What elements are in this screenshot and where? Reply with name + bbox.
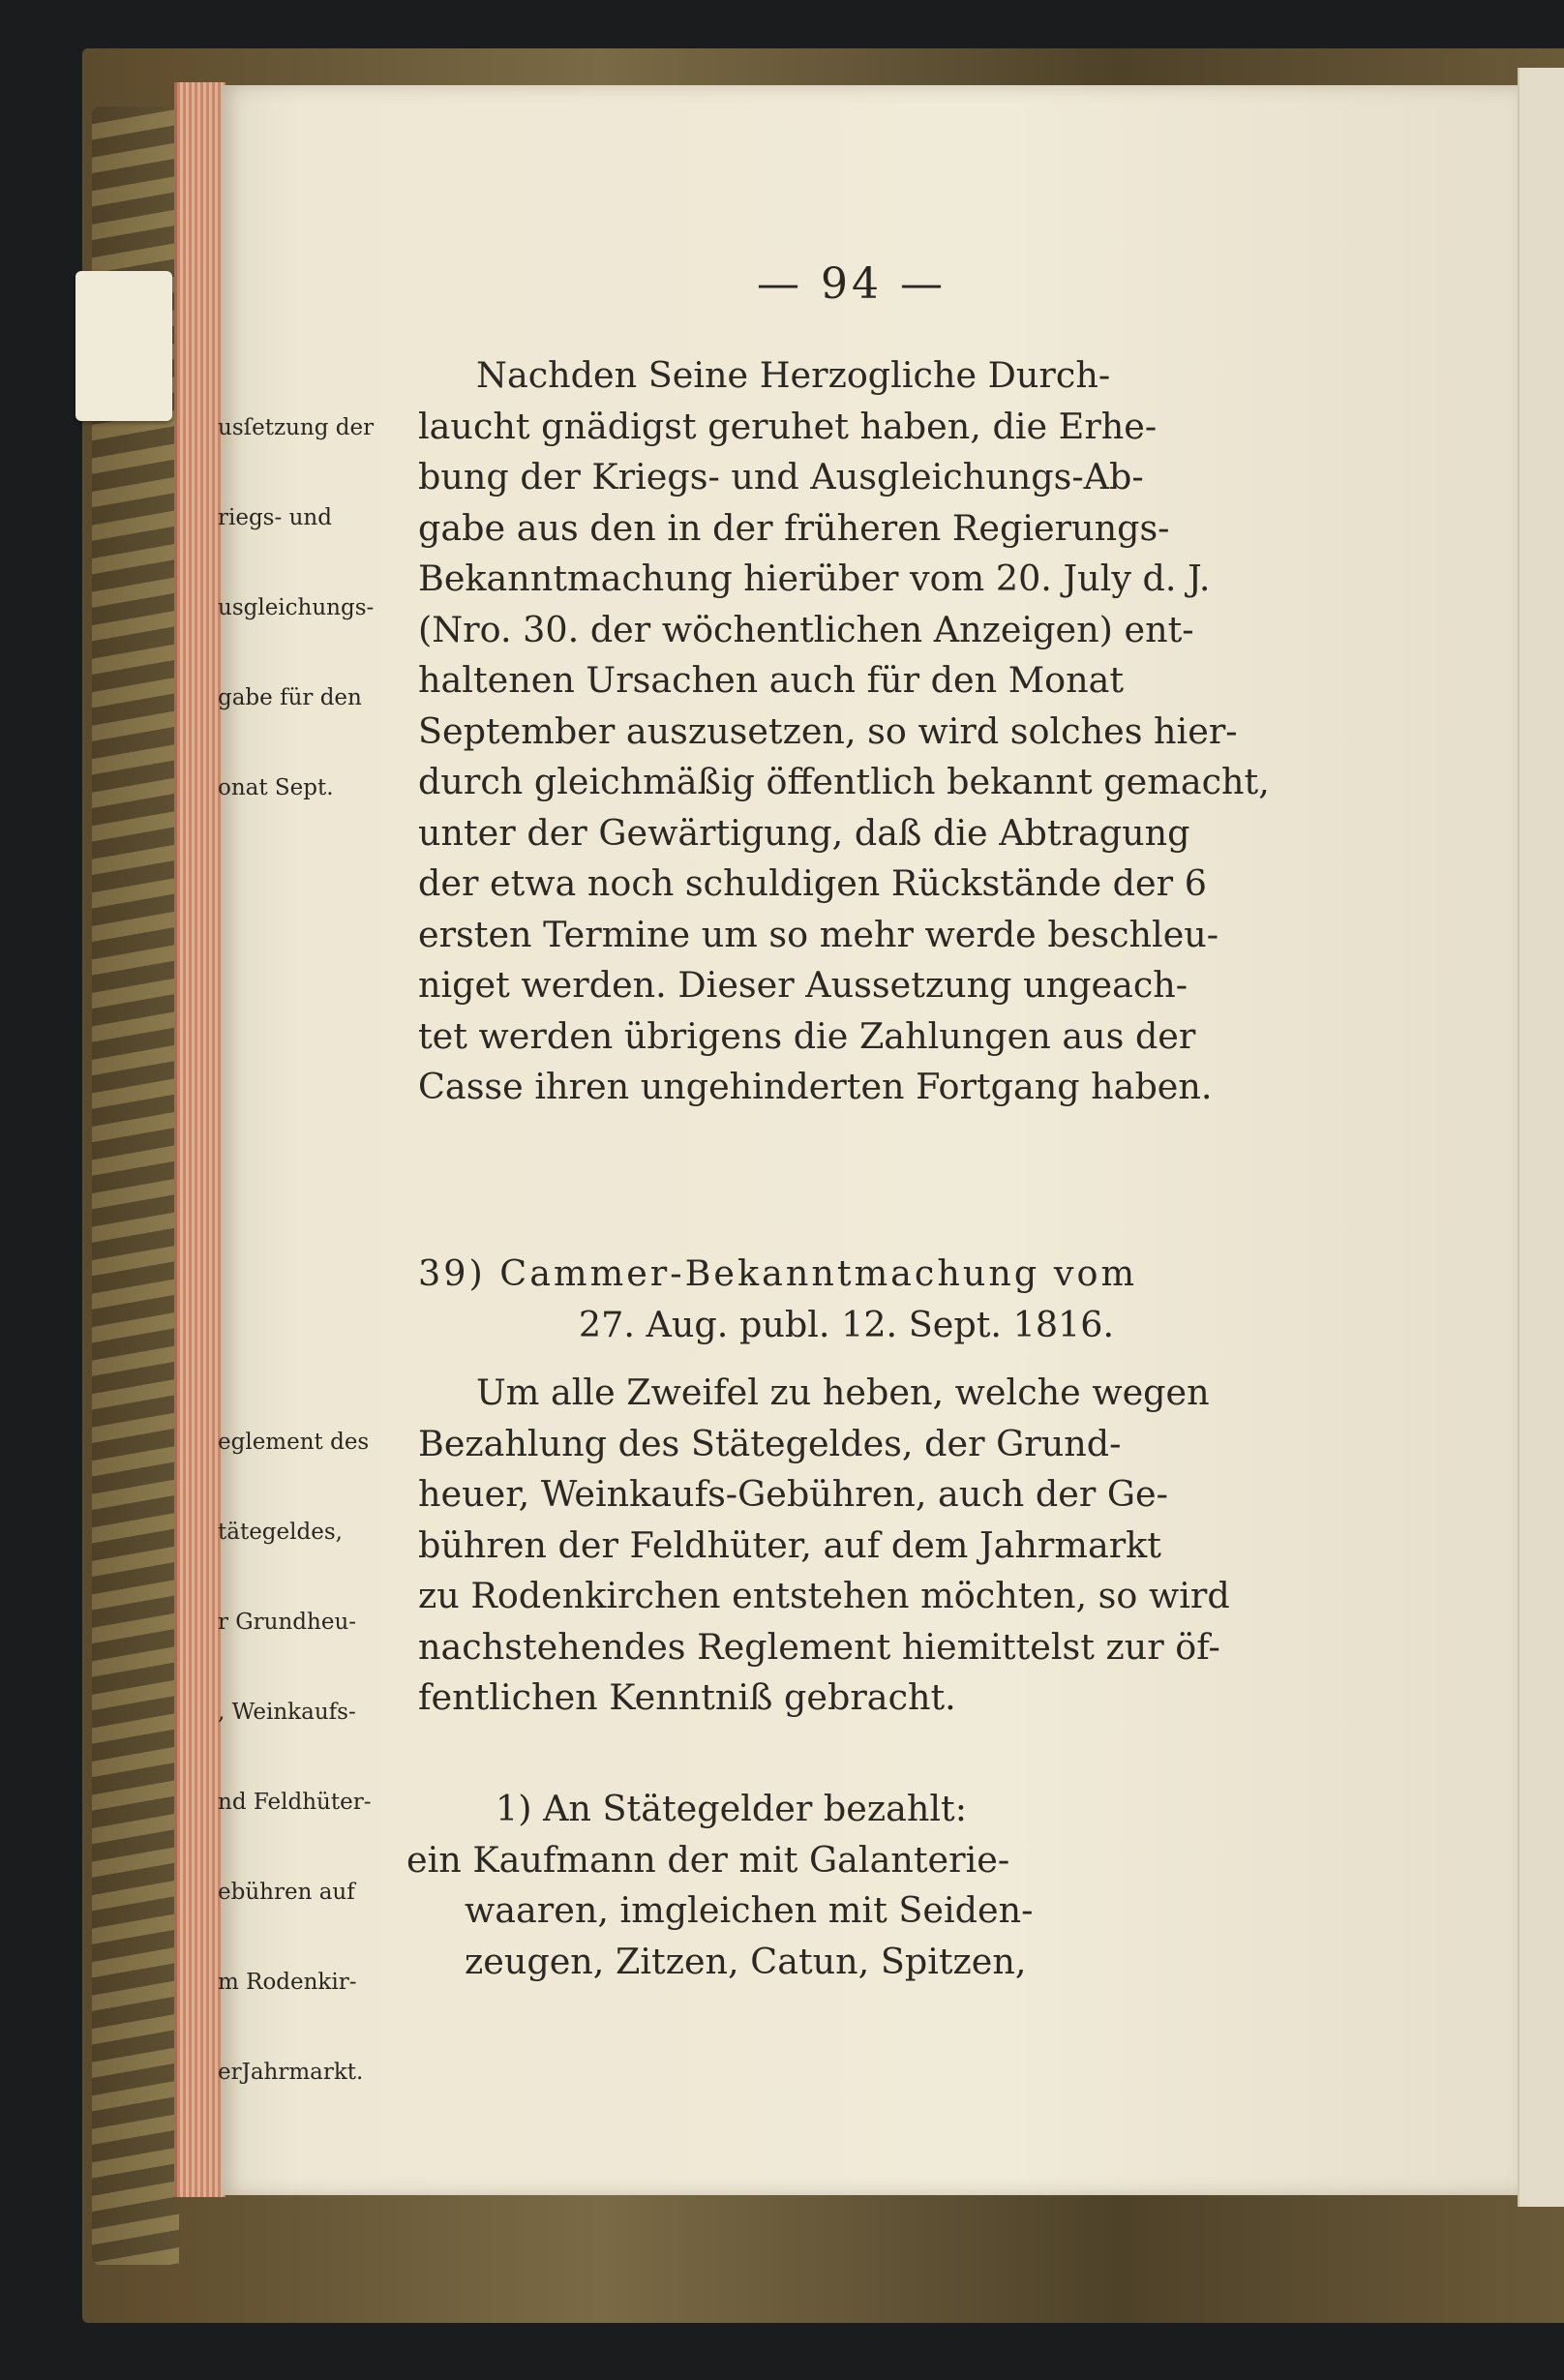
text-line: Bekanntmachung hierüber vom 20. July d. J. — [418, 557, 1211, 599]
margin-note-line: r Grundheu- — [218, 1610, 357, 1635]
margin-note-2 — [218, 1368, 426, 2118]
margin-note-line: erJahrmarkt. — [218, 2060, 364, 2085]
margin-note-1 — [218, 353, 426, 833]
adjacent-page — [1518, 68, 1564, 2207]
text-line: durch gleichmäßig öffentlich bekannt gemacht, — [418, 761, 1270, 802]
margin-note-line: onat Sept. — [218, 775, 334, 800]
list-item-line: waaren, imgleichen mit Seiden- — [465, 1889, 1034, 1931]
margin-note-line: eglement des — [218, 1430, 370, 1455]
margin-note-line: m Rodenkir- — [218, 1970, 357, 1995]
bookmark-tab — [75, 271, 172, 421]
paragraph-2 — [418, 1368, 1275, 1724]
marbled-board — [92, 106, 179, 2265]
heading-line: 39) Cammer-Bekanntmachung vom — [418, 1252, 1138, 1294]
text-line: heuer, Weinkaufs-Gebühren, auch der Ge- — [418, 1473, 1168, 1515]
text-line: September auszusetzen, so wird solches hier- — [418, 709, 1238, 752]
text-line: Bezahlung des Stätegeldes, der Grund- — [418, 1422, 1122, 1464]
paragraph-1 — [418, 350, 1275, 1113]
text-line: bung der Kriegs- und Ausgleichungs-Ab- — [418, 456, 1144, 497]
text-line: laucht gnädigst geruhet haben, die Erhe- — [418, 405, 1158, 447]
text-line: Casse ihren ungehinderten Fortgang haben. — [418, 1066, 1213, 1107]
list-item-line: ein Kaufmann der mit Galanterie- — [406, 1838, 1010, 1881]
margin-note-line: usſetzung der — [218, 415, 375, 440]
list-section — [406, 1784, 1275, 1987]
margin-note-line: riegs- und — [218, 505, 332, 530]
text-line: Nachden Seine Herzogliche Durch- — [476, 354, 1111, 396]
text-line: zu Rodenkirchen entstehen möchten, so wird — [418, 1575, 1230, 1616]
text-line: haltenen Ursachen auch für den Monat — [418, 659, 1125, 701]
list-item-line: zeugen, Zitzen, Catun, Spitzen, — [465, 1940, 1027, 1982]
text-line: unter der Gewärtigung, daß die Abtragung — [418, 811, 1190, 854]
text-line: Um alle Zweifel zu heben, welche wegen — [476, 1371, 1210, 1413]
margin-note-line: nd Feldhüter- — [218, 1790, 372, 1815]
text-line: ersten Termine um so mehr werde beschleu- — [418, 913, 1219, 955]
text-line: bühren der Feldhüter, auf dem Jahrmarkt — [418, 1523, 1161, 1566]
margin-note-line: gabe für den — [218, 685, 362, 710]
text-line: fentlichen Kenntniß gebracht. — [418, 1676, 956, 1718]
heading-line: 27. Aug. publ. 12. Sept. 1816. — [578, 1303, 1115, 1345]
margin-note-line: , Weinkaufs- — [218, 1700, 356, 1725]
margin-note-line: usgleichungs- — [218, 595, 375, 620]
margin-note-line: ebühren auf — [218, 1880, 355, 1905]
text-line: (Nro. 30. der wöchentlichen Anzeigen) ent- — [418, 608, 1194, 650]
margin-note-line: tätegeldes, — [218, 1520, 343, 1545]
page-number: — 94 — — [757, 259, 947, 309]
text-line: niget werden. Dieser Aussetzung ungeach- — [418, 964, 1188, 1006]
text-line: gabe aus den in der früheren Regierungs- — [418, 506, 1170, 549]
section-heading — [418, 1249, 1275, 1350]
text-line: nachstehendes Reglement hiemittelst zur öf- — [418, 1625, 1220, 1668]
text-line: der etwa noch schuldigen Rückstände der 6 — [418, 862, 1207, 904]
list-intro: 1) An Stätegelder bezahlt: — [496, 1788, 967, 1829]
text-line: tet werden übrigens die Zahlungen aus der — [418, 1014, 1196, 1057]
